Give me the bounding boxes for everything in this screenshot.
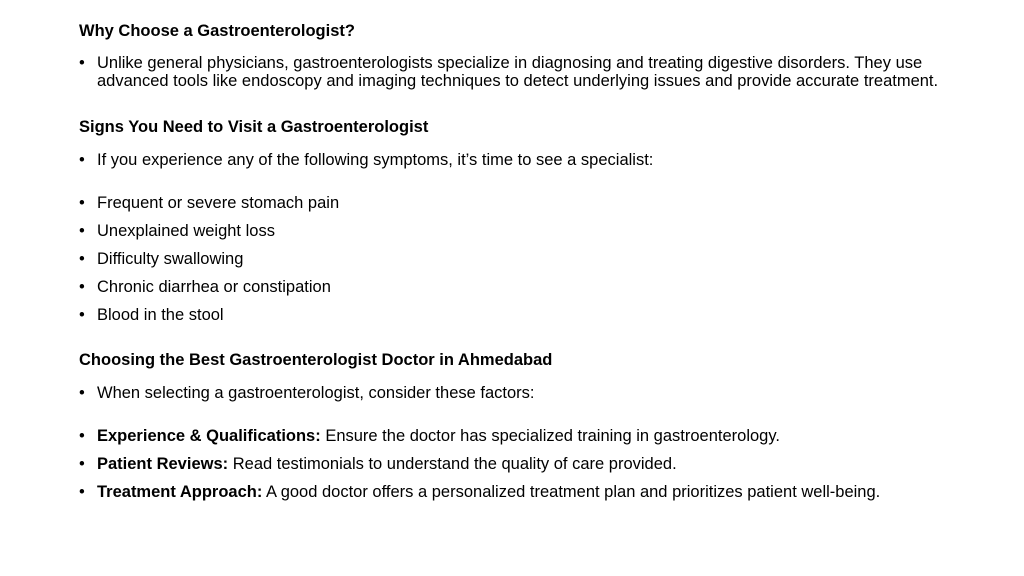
bullet-marker: • xyxy=(79,222,85,240)
factor-label: Treatment Approach: xyxy=(97,483,263,501)
list-item xyxy=(79,455,959,473)
list-item xyxy=(79,151,959,169)
bullet-marker: • xyxy=(79,278,85,296)
bullet-marker: • xyxy=(79,151,85,169)
list-item xyxy=(79,222,959,240)
bullet-text: Unlike general physicians, gastroenterologists specialize in diagnosing and treating digestive disorders. They use advanced tools like endoscopy and imaging techniques to detect underlying issues and provide accurate treatment. xyxy=(97,54,939,90)
bullet-marker: • xyxy=(79,250,85,268)
bullet-marker: • xyxy=(79,384,85,402)
bullet-marker: • xyxy=(79,306,85,324)
bullet-marker: • xyxy=(79,54,85,72)
factor-label: Experience & Qualifications: xyxy=(97,427,321,445)
list-item xyxy=(79,278,959,296)
bullet-text: Chronic diarrhea or constipation xyxy=(97,278,331,296)
factor-text: Read testimonials to understand the quality of care provided. xyxy=(228,455,677,473)
list-item xyxy=(79,427,959,445)
list-item xyxy=(79,483,959,501)
bullet-text: Unexplained weight loss xyxy=(97,222,275,240)
document-page xyxy=(79,20,959,501)
section-heading: Why Choose a Gastroenterologist? xyxy=(79,22,355,40)
bullet-text: Frequent or severe stomach pain xyxy=(97,194,340,212)
section-heading: Signs You Need to Visit a Gastroenterologist xyxy=(79,118,429,136)
bullet-marker: • xyxy=(79,427,85,445)
bullet-text: Difficulty swallowing xyxy=(97,250,244,268)
bullet-marker: • xyxy=(79,194,85,212)
list-item xyxy=(79,54,959,90)
bullet-marker: • xyxy=(79,483,85,501)
factor-text: Ensure the doctor has specialized training in gastroenterology. xyxy=(320,427,780,445)
section-heading: Choosing the Best Gastroenterologist Doctor in Ahmedabad xyxy=(79,351,553,369)
section-why-choose xyxy=(79,20,959,90)
factor-text: A good doctor offers a personalized treatment plan and prioritizes patient well-being. xyxy=(262,483,881,501)
factor-label: Patient Reviews: xyxy=(97,455,229,473)
list-item xyxy=(79,384,959,402)
bullet-text: Blood in the stool xyxy=(97,306,224,324)
bullet-marker: • xyxy=(79,455,85,473)
bullet-text: If you experience any of the following symptoms, it’s time to see a specialist: xyxy=(97,151,654,169)
section-signs xyxy=(79,116,959,324)
section-choosing-best xyxy=(79,349,959,501)
list-item xyxy=(79,194,959,212)
bullet-text: When selecting a gastroenterologist, consider these factors: xyxy=(97,384,535,402)
list-item xyxy=(79,306,959,324)
list-item xyxy=(79,250,959,268)
